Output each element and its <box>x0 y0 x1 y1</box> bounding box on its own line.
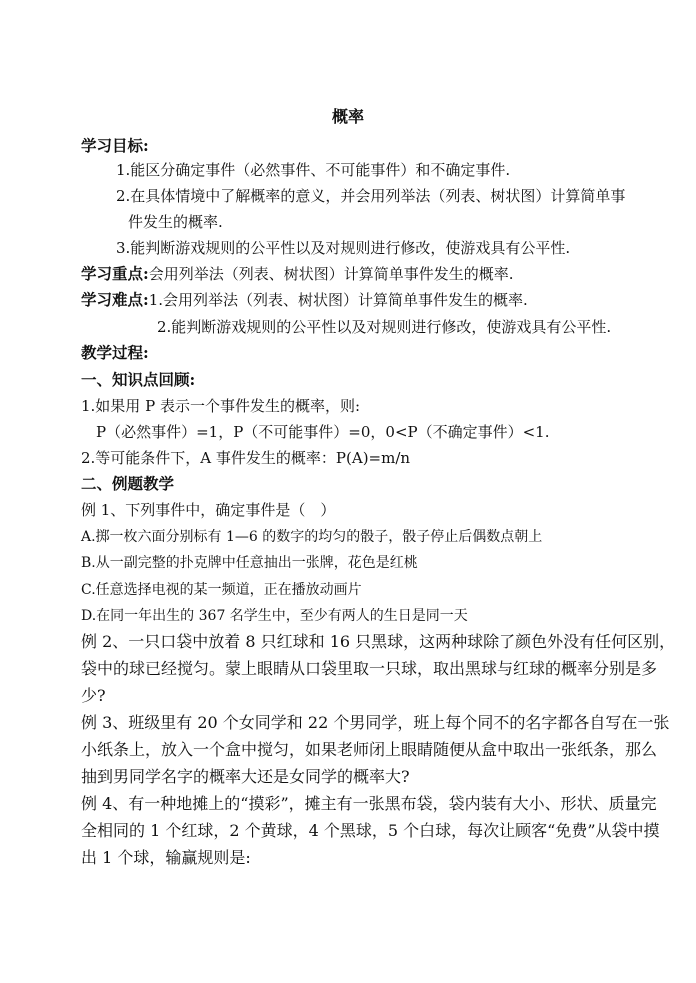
difficulty-item-1: 1.会用列举法（列表、树状图）计算简单事件发生的概率. <box>148 291 528 309</box>
key-points-text: 会用列举法（列表、树状图）计算简单事件发生的概率. <box>148 265 514 283</box>
example-1-option-b: B.从一副完整的扑克牌中任意抽出一张牌，花色是红桃 <box>81 555 418 571</box>
example-4-line-2: 全相同的 1 个红球，2 个黄球，4 个黑球，5 个白球，每次让顾客“免费”从袋中摸 <box>81 821 660 840</box>
key-points-row <box>81 264 514 284</box>
example-4-line-3: 出 1 个球，输赢规则是: <box>81 848 251 867</box>
objective-item-3: 3.能判断游戏规则的公平性以及对规则进行修改，使游戏具有公平性. <box>116 239 571 257</box>
difficulties-heading: 学习难点: <box>81 290 149 309</box>
key-points-heading: 学习重点: <box>81 264 149 283</box>
page-title: 概率 <box>331 107 364 126</box>
example-3-line-2: 小纸条上，放入一个盒中搅匀，如果老师闭上眼睛随便从盒中取出一张纸条，那么 <box>81 740 658 759</box>
difficulties-row <box>81 290 528 310</box>
example-2-line-2: 袋中的球已经搅匀。蒙上眼睛从口袋里取一只球，取出黑球与红球的概率分别是多 <box>81 659 658 678</box>
example-1-question: 例 1、下列事件中，确定事件是（ ） <box>81 501 336 519</box>
difficulty-item-2: 2.能判断游戏规则的公平性以及对规则进行修改，使游戏具有公平性. <box>157 318 612 336</box>
review-item-2: 2.等可能条件下，A 事件发生的概率：P(A)=m/n <box>81 449 411 467</box>
example-1-option-a: A.掷一枚六面分别标有 1—6 的数字的均匀的骰子，骰子停止后偶数点朝上 <box>81 529 543 545</box>
example-1-option-c: C.任意选择电视的某一频道，正在播放动画片 <box>81 582 362 598</box>
review-item-1: 1.如果用 P 表示一个事件发生的概率，则: <box>81 397 360 415</box>
example-1-option-d: D.在同一年出生的 367 名学生中，至少有两人的生日是同一天 <box>81 608 468 624</box>
example-4-line-1: 例 4、有一种地摊上的“摸彩”，摊主有一张黑布袋，袋内装有大小、形状、质量完 <box>81 794 657 813</box>
examples-heading: 二、例题教学 <box>81 474 175 493</box>
objectives-heading: 学习目标: <box>81 136 149 155</box>
review-heading: 一、知识点回顾: <box>81 370 196 389</box>
objective-item-2-continued: 件发生的概率. <box>128 213 223 231</box>
process-heading: 教学过程: <box>81 343 149 362</box>
example-3-line-1: 例 3、班级里有 20 个女同学和 22 个男同学，班上每个同不的名字都各自写在一张 <box>81 713 670 732</box>
example-2-line-3: 少? <box>81 686 106 705</box>
review-item-1-formula: P（必然事件）=1，P（不可能事件）=0，0<P（不确定事件）<1. <box>96 423 550 441</box>
example-2-line-1: 例 2、一只口袋中放着 8 只红球和 16 只黑球，这两种球除了颜色外没有任何区别， <box>81 632 676 651</box>
objective-item-1: 1.能区分确定事件（必然事件、不可能事件）和不确定事件. <box>116 161 511 179</box>
example-3-line-3: 抽到男同学名字的概率大还是女同学的概率大? <box>81 767 410 786</box>
objective-item-2: 2.在具体情境中了解概率的意义，并会用列举法（列表、树状图）计算简单事 <box>116 187 626 205</box>
